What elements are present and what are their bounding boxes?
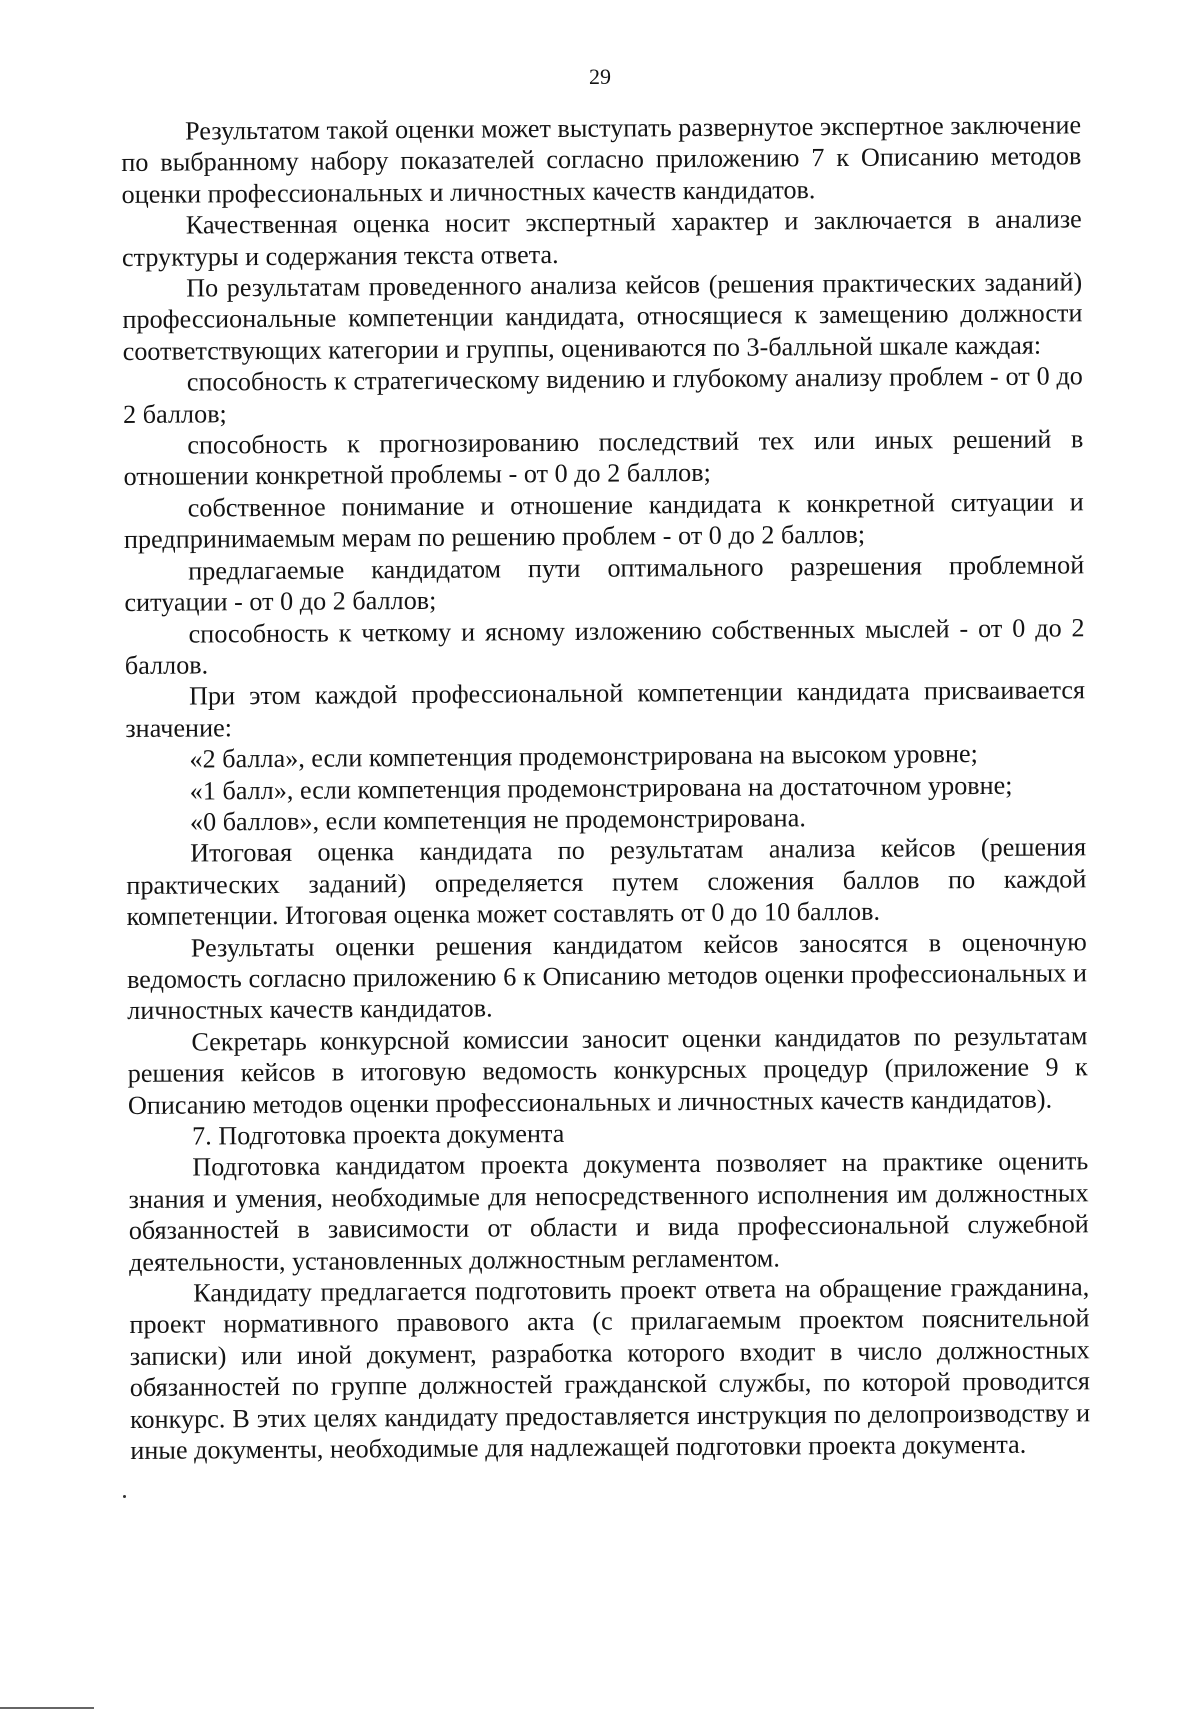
list-item: предлагаемые кандидатом пути оптимального разрешения проблемной ситуации - от 0 до 2 баллов; — [124, 549, 1085, 618]
paragraph: Качественная оценка носит экспертный характер и заключается в анализе структуры и содержания текста ответа. — [121, 204, 1082, 272]
list-item: собственное понимание и отношение кандидата к конкретной ситуации и предпринимаемым мерам по решению проблем - от 0 до 2 баллов; — [123, 487, 1084, 555]
paragraph: При этом каждой профессиональной компетенции кандидата присваивается значение: — [125, 675, 1086, 743]
paragraph: Кандидату предлагается подготовить проект ответа на обращение гражданина, проект нормативного правового акта (с прилагаемым проектом пояснительной записки) или иной документ, разработка которого входит в число должностных обязанностей по группе должностей гражданской службы, по которой проводится конкурс. В этих целях кандидату предоставляется инструкция по делопроизводству и иные документы, необходимые для надлежащей подготовки проекта документа. — [129, 1272, 1091, 1466]
paragraph: Подготовка кандидатом проекта документа позволяет на практике оценить знания и умения, необходимые для непосредственного исполнения им должностных обязанностей в зависимости от области и вида профессиональной служебной деятельности, установленных должностным регламентом. — [128, 1146, 1089, 1277]
paragraph: Секретарь конкурсной комиссии заносит оценки кандидатов по результатам решения кейсов в итоговую ведомость конкурсных процедур (приложение 9 к Описанию методов оценки профессиональных и личностных качеств кандидатов). — [127, 1021, 1088, 1120]
list-item: способность к прогнозированию последствий тех или иных решений в отношении конкретной проблемы - от 0 до 2 баллов; — [123, 424, 1084, 492]
list-item: способность к стратегическому видению и глубокому анализу проблем - от 0 до 2 баллов; — [122, 361, 1083, 429]
page-number: 29 — [589, 64, 611, 89]
list-item: «1 балл», если компетенция продемонстрирована на достаточном уровне; — [189, 770, 1013, 806]
paragraph: Результатом такой оценки может выступать развернутое экспертное заключение по выбранному набору показателей согласно приложению 7 к Описанию методов оценки профессиональных и личностных качеств кандидатов. — [121, 110, 1082, 209]
list-item: «0 баллов», если компетенция не продемонстрирована. — [189, 803, 806, 837]
paragraph: По результатам проведенного анализа кейсов (решения практических заданий) профессиональные компетенции кандидата, относящиеся к замещению должности соответствующих категории и группы, оцениваются по 3-балльной шкале каждая: — [122, 267, 1083, 366]
list-item: способность к четкому и ясному изложению собственных мыслей - от 0 до 2 баллов. — [124, 612, 1085, 680]
paragraph: Итоговая оценка кандидата по результатам анализа кейсов (решения практических заданий) определяется путем сложения баллов по каждой компетенции. Итоговая оценка может составлять от 0 до 10 баллов. — [126, 832, 1087, 932]
scan-edge-line — [0, 1707, 94, 1709]
scan-speck — [123, 1495, 126, 1498]
section-heading: 7. Подготовка проекта документа — [192, 1118, 565, 1151]
paragraph: Результаты оценки решения кандидатом кейсов заносятся в оценочную ведомость согласно приложению 6 к Описанию методов оценки профессиональных и личностных качеств кандидатов. — [126, 926, 1088, 1026]
list-item: «2 балла», если компетенция продемонстрирована на высоком уровне; — [189, 739, 978, 774]
document-body — [121, 109, 1090, 1466]
